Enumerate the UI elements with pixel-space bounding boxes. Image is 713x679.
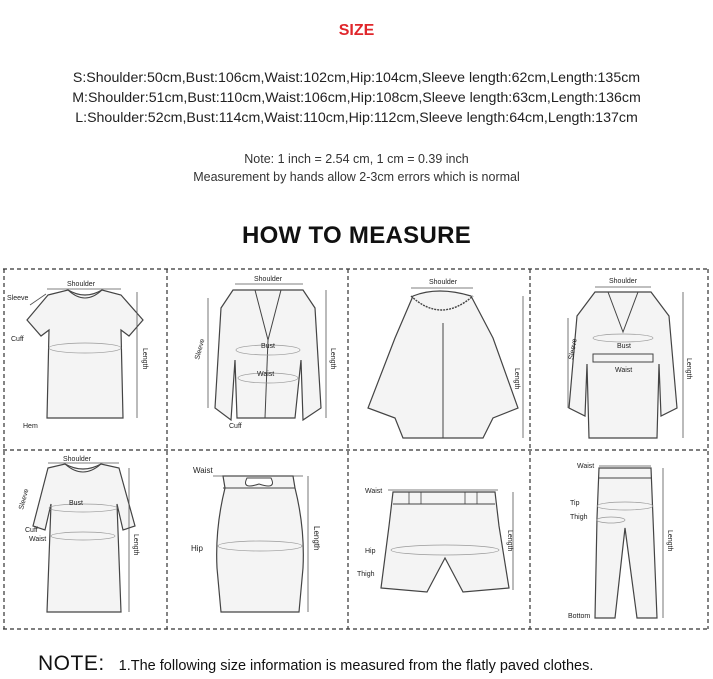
shorts-waist-label: Waist [365,488,383,495]
pants-length-label: Length [666,530,673,552]
skirt-waist-label: Waist [193,466,213,475]
dress-diagram [18,456,139,612]
pants-waist-label: Waist [577,463,595,470]
jacket-shoulder-label: Shoulder [254,276,283,283]
pants-outline-icon [595,468,657,618]
footer-note-label: NOTE: [38,652,105,675]
coat-bust-label: Bust [617,343,632,350]
skirt-diagram [191,466,321,612]
coat-waist-label: Waist [615,367,633,374]
coat-shoulder-label: Shoulder [609,278,638,285]
jacket-sleeve-label: Sleeve [194,338,207,361]
dress-outline-icon [33,464,135,612]
shorts-thigh-label: Thigh [357,571,375,578]
size-heading: SIZE [338,22,375,39]
shorts-outline-icon [381,492,509,592]
dress-shoulder-label: Shoulder [63,456,92,463]
pants-tip-label: Tip [570,500,580,507]
measurement-note [0,150,713,186]
coat-sleeve-label: Sleeve [568,338,579,361]
measurement-diagram-grid [3,268,709,630]
coat-length-label: Length [685,358,692,380]
dress-length-label: Length [132,534,139,556]
dress-cuff-label: Cuff [25,527,38,534]
shorts-hip-label: Hip [365,548,376,555]
size-list [0,68,713,128]
jacket-waist-label: Waist [257,371,275,378]
how-to-measure-title: HOW TO MEASURE [241,222,472,249]
skirt-length-label: Length [312,526,321,551]
cape-length-label: Length [513,368,520,390]
cape-diagram [368,279,523,438]
tshirt-sleeve-label: Sleeve [7,295,29,302]
pants-diagram [568,463,673,620]
tshirt-shoulder-label: Shoulder [67,281,96,288]
skirt-hip-label: Hip [191,544,204,553]
size-l-line: L:Shoulder:52cm,Bust:114cm,Waist:110cm,Hip:112cm,Sleeve length:64cm,Length:137cm [75,110,638,126]
pants-bottom-label: Bottom [568,613,591,620]
dress-bust-label: Bust [69,500,84,507]
cape-shoulder-label: Shoulder [429,279,458,286]
jacket-cuff-label: Cuff [229,423,242,430]
dress-sleeve-label: Sleeve [18,488,31,511]
tshirt-diagram [7,281,148,430]
pants-thigh-label: Thigh [570,514,588,521]
coat-diagram [568,278,692,438]
coat-outline-icon [569,292,677,438]
error-note: Measurement by hands allow 2-3cm errors which is normal [193,170,520,184]
dress-waist-label: Waist [29,536,47,543]
tshirt-cuff-label: Cuff [11,336,24,343]
skirt-outline-icon [217,476,304,612]
footer-note [38,652,708,676]
shorts-diagram [357,488,513,592]
tshirt-length-label: Length [141,348,148,370]
jacket-length-label: Length [329,348,336,370]
footer-note-text: 1.The following size information is measured from the flatly paved clothes. [118,658,594,674]
size-s-line: S:Shoulder:50cm,Bust:106cm,Waist:102cm,Hip:104cm,Sleeve length:62cm,Length:135cm [72,70,641,86]
shorts-length-label: Length [506,530,513,552]
jacket-bust-label: Bust [261,343,276,350]
size-m-line: M:Shoulder:51cm,Bust:110cm,Waist:106cm,Hip:108cm,Sleeve length:63cm,Length:136cm [72,90,641,106]
tshirt-hem-label: Hem [23,423,38,430]
conversion-note: Note: 1 inch = 2.54 cm, 1 cm = 0.39 inch [244,152,469,166]
tshirt-outline-icon [27,290,143,418]
jacket-diagram [194,276,336,430]
